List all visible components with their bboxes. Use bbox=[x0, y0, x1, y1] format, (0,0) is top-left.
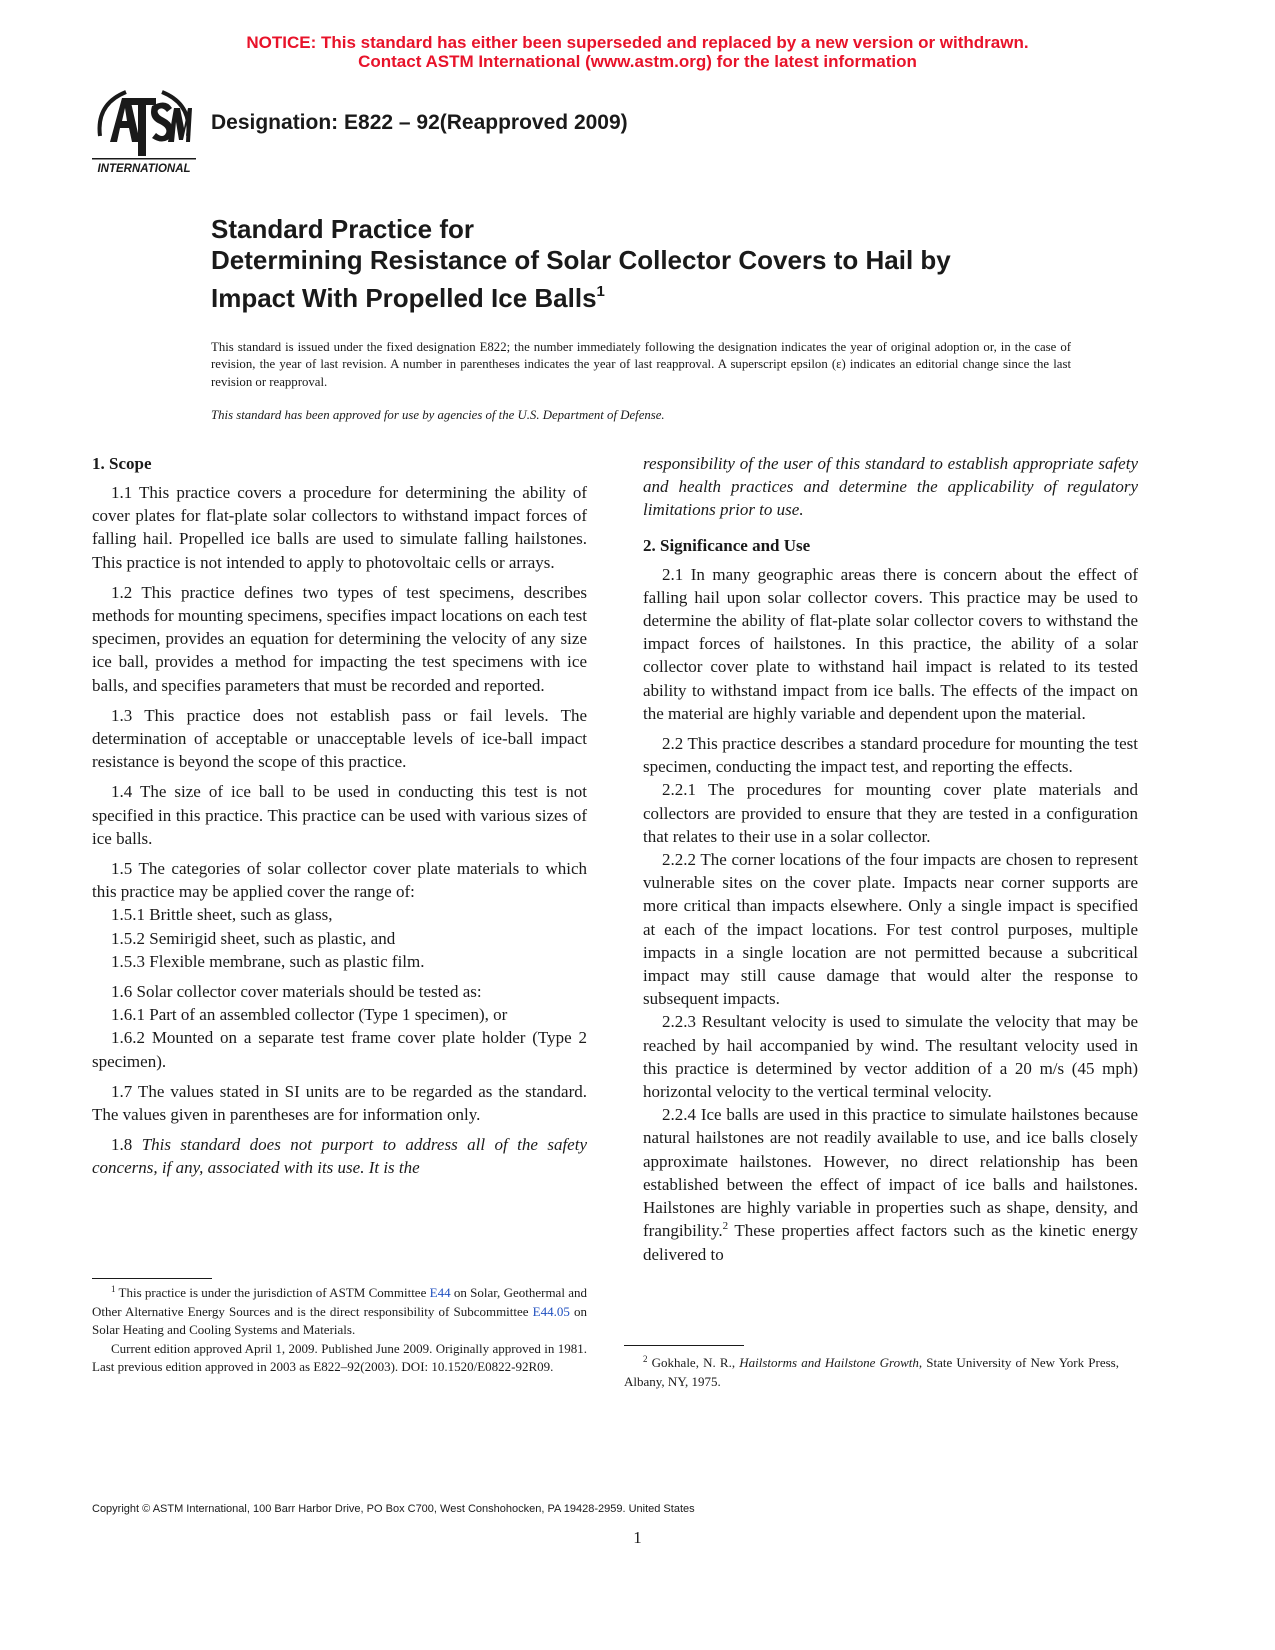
para-1-6: 1.6 Solar collector cover materials should be tested as: bbox=[111, 982, 482, 1002]
para-2-2-1: 2.2.1 The procedures for mounting cover plate materials and collectors are provided to ensure that they are tested in a configuration that relates to their use in a solar collector. bbox=[643, 780, 1138, 846]
left-column bbox=[92, 452, 587, 1187]
para-1-1: 1.1 This practice covers a procedure for determining the ability of cover plates for flat-plate solar collectors to withstand impact forces of falling hail. Propelled ice balls are used to simulate falling hailstones. This practice is not intended to apply to photovoltaic cells or arrays. bbox=[92, 483, 587, 572]
footnote-ref-2: 2 bbox=[722, 1220, 729, 1233]
para-1-6-1: 1.6.1 Part of an assembled collector (Type 1 specimen), or bbox=[111, 1005, 508, 1025]
astm-logo-icon bbox=[92, 84, 196, 176]
section-1-heading: 1. Scope bbox=[92, 454, 152, 473]
section-2-heading: 2. Significance and Use bbox=[643, 535, 811, 555]
footnote-1-text-c: on Solar Heating and Cooling Systems and Materials. bbox=[92, 1303, 587, 1337]
footnote-1 bbox=[92, 1284, 587, 1377]
footnote-1-para-2: Current edition approved April 1, 2009. Published June 2009. Originally approved in 1981. Last previous edition approved in 2003 as E822–92(2003). DOI: 10.1520/E0822-92R09. bbox=[92, 1340, 587, 1374]
para-2-2: 2.2 This practice describes a standard procedure for mounting the test specimen, conducting the impact test, and reporting the effects. bbox=[643, 734, 1138, 777]
footnote-2-text-b: , State University of New York Press, Albany, NY, 1975. bbox=[624, 1355, 1119, 1389]
para-2-2-2: 2.2.2 The corner locations of the four impacts are chosen to represent vulnerable sites on the cover plate. Impacts near corner supports are more critical than impacts elsewhere. Only a single impact is specified at each of the impact locations. For test control purposes, multiple impacts in a single location are not permitted because a subcritical impact may still cause damage that would alter the response to subsequent impacts. bbox=[643, 850, 1138, 1009]
para-2-2-4-text-b: These properties affect factors such as the kinetic energy delivered to bbox=[643, 1221, 1138, 1264]
para-2-2-4 bbox=[643, 1103, 1138, 1265]
para-1-3: 1.3 This practice does not establish pass or fail levels. The determination of acceptable or unacceptable levels of ice-ball impact resistance is beyond the scope of this practice. bbox=[92, 705, 587, 772]
footnote-2 bbox=[624, 1354, 1119, 1391]
footnote-2-mark: 2 bbox=[643, 1354, 648, 1364]
title-footnote-mark: 1 bbox=[596, 283, 605, 300]
logo-text: INTERNATIONAL bbox=[97, 163, 191, 175]
footnote-1-mark: 1 bbox=[111, 1284, 116, 1294]
footnote-1-text-b: on Solar, Geothermal and Other Alternative Energy Sources and is the direct responsibility of Subcommittee bbox=[92, 1285, 587, 1319]
notice-line-1: NOTICE: This standard has either been superseded and replaced by a new version or withdrawn. bbox=[246, 33, 1029, 52]
para-1-8-continued-text: responsibility of the user of this standard to establish appropriate safety and health practices and determine the applicability of regulatory limitations prior to use. bbox=[643, 454, 1138, 520]
footnote-1-para-1 bbox=[92, 1284, 587, 1340]
title-line-3 bbox=[211, 276, 1111, 314]
footnote-2-text-a: Gokhale, N. R., bbox=[647, 1355, 740, 1370]
approval-statement: This standard has been approved for use by agencies of the U.S. Department of Defense. bbox=[211, 408, 665, 422]
withdrawal-notice bbox=[0, 33, 1275, 71]
subcommittee-e44-05-link[interactable]: E44.05 bbox=[532, 1303, 570, 1319]
para-1-2: 1.2 This practice defines two types of test specimens, describes methods for mounting specimens, specifies impact locations on each test specimen, provides an equation for determining the velocity of any size ice ball, provides a method for impacting the test specimens with ice balls, and specifies parameters that must be recorded and reported. bbox=[92, 582, 587, 695]
committee-e44-link[interactable]: E44 bbox=[429, 1285, 451, 1300]
title-line-2: Determining Resistance of Solar Collector Covers to Hail by bbox=[211, 245, 951, 275]
para-1-8-text: This standard does not purport to address all of the safety concerns, if any, associated with its use. It is the bbox=[92, 1135, 587, 1178]
title-line-3-text: Impact With Propelled Ice Balls bbox=[211, 283, 597, 313]
para-1-4: 1.4 The size of ice ball to be used in conducting this test is not specified in this practice. This practice can be used with various sizes of ice balls. bbox=[92, 782, 587, 848]
copyright-line: Copyright © ASTM International, 100 Barr Harbor Drive, PO Box C700, West Conshohocken, PA 19428-2959. United States bbox=[92, 1503, 695, 1515]
footnote-rule-right bbox=[624, 1345, 744, 1346]
footnote-1-text-a: This practice is under the jurisdiction of ASTM Committee bbox=[115, 1285, 430, 1300]
para-1-6-2: 1.6.2 Mounted on a separate test frame cover plate holder (Type 2 specimen). bbox=[92, 1028, 587, 1071]
right-column bbox=[643, 452, 1138, 1266]
designation: Designation: E822 – 92(Reapproved 2009) bbox=[211, 111, 628, 134]
para-1-7: 1.7 The values stated in SI units are to be regarded as the standard. The values given in parentheses are for information only. bbox=[92, 1081, 587, 1125]
footnote-2-book-title: Hailstorms and Hailstone Growth bbox=[739, 1355, 919, 1370]
footnote-rule-left bbox=[92, 1278, 212, 1279]
para-1-8 bbox=[92, 1133, 587, 1179]
para-1-8-continued bbox=[643, 452, 1138, 522]
issued-statement: This standard is issued under the fixed designation E822; the number immediately following the designation indicates the year of original adoption or, in the case of revision, the year of last revision. A number in parentheses indicates the year of last reapproval. A superscript epsilon (ε) indicates an editorial change since the last revision or reapproval. bbox=[211, 340, 1071, 389]
para-1-8-number: 1.8 bbox=[111, 1135, 142, 1155]
para-2-2-3: 2.2.3 Resultant velocity is used to simulate the velocity that may be reached by hail accompanied by wind. The resultant velocity used in this practice is determined by vector addition of a 20 m/s (45 mph) horizontal velocity to the vertical terminal velocity. bbox=[643, 1012, 1138, 1102]
para-1-5-2: 1.5.2 Semirigid sheet, such as plastic, and bbox=[111, 928, 396, 948]
title-line-1: Standard Practice for bbox=[211, 214, 474, 244]
para-1-5-3: 1.5.3 Flexible membrane, such as plastic film. bbox=[111, 951, 425, 971]
page-number: 1 bbox=[633, 1528, 642, 1547]
para-1-5-1: 1.5.1 Brittle sheet, such as glass, bbox=[111, 905, 333, 925]
para-1-5: 1.5 The categories of solar collector cover plate materials to which this practice may be applied cover the range of: bbox=[92, 859, 587, 902]
para-2-2-4-text-a: 2.2.4 Ice balls are used in this practice to simulate hailstones because natural hailstones are not readily available to use, and ice balls closely approximate hailstones. However, no direct relationship has been established between the effect of impact of ice balls and hailstones. Hailstones are highly variable in properties such as shape, density, and frangibility. bbox=[643, 1105, 1138, 1241]
document-title bbox=[211, 214, 1111, 314]
para-2-1: 2.1 In many geographic areas there is concern about the effect of falling hail upon solar collector covers. This practice may be used to determine the ability of flat-plate solar collector covers to withstand the impact forces of hailstones. In this practice, the ability of a solar collector cover plate to withstand hail impact is related to its tested ability to withstand impact from ice balls. The effects of the impact on the material are highly variable and dependent upon the material. bbox=[643, 564, 1138, 723]
footnote-2-para bbox=[624, 1354, 1119, 1391]
notice-line-2: Contact ASTM International (www.astm.org) for the latest information bbox=[358, 52, 917, 71]
